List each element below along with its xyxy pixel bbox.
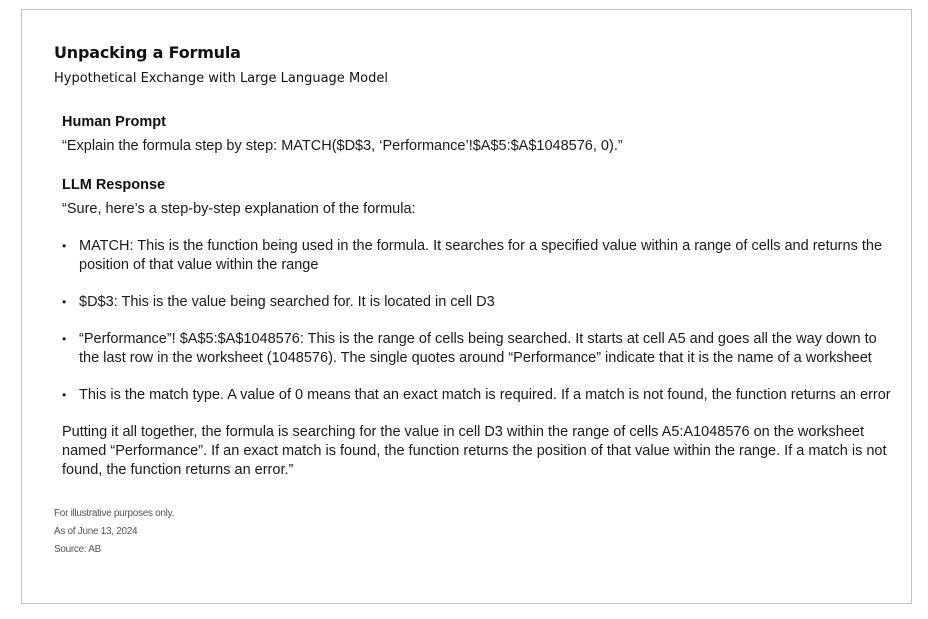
list-item-text: “Performance”! $A$5:$A$1048576: This is the range of cells being searched. It starts at cell A5 and goes all the way down to the last row in the worksheet (1048576). The single quotes around “Performance” indicate that it is the name of a worksheet [79,331,877,366]
exchange-content [62,113,892,480]
list-item [62,386,892,405]
list-item [62,237,892,275]
llm-response-intro: “Sure, here’s a step-by-step explanation of the formula: [62,201,416,217]
bullet-icon: • [62,239,67,253]
date-note: As of June 13, 2024 [54,526,138,537]
list-item-text: This is the match type. A value of 0 means that an exact match is required. If a match is not found, the function returns an error [79,387,891,403]
list-item [62,293,892,312]
bullet-icon: • [62,388,67,402]
page-subtitle: Hypothetical Exchange with Large Language Model [54,71,388,86]
list-item-text: $D$3: This is the value being searched for. It is located in cell D3 [79,294,495,310]
bullet-icon: • [62,295,67,309]
human-prompt-text: “Explain the formula step by step: MATCH($D$3, ‘Performance’!$A$5:$A$1048576, 0).” [62,138,623,154]
explanation-list [62,237,892,405]
human-prompt-heading: Human Prompt [62,114,166,130]
source-note: Source: AB [54,544,102,555]
llm-response-summary: Putting it all together, the formula is searching for the value in cell D3 within the range of cells A5:A1048576 on the worksheet named “Performance”. If an exact match is found, the function returns the position of that value within the range. If a match is not found, the function returns an error.” [62,424,887,478]
list-item [62,330,892,368]
footnotes [54,505,174,559]
page-title: Unpacking a Formula [54,43,241,62]
list-item-text: MATCH: This is the function being used in the formula. It searches for a specified value within a range of cells and returns the position of that value within the range [79,238,883,273]
llm-response-heading: LLM Response [62,177,166,193]
disclaimer-note: For illustrative purposes only. [54,508,175,519]
bullet-icon: • [62,332,67,346]
